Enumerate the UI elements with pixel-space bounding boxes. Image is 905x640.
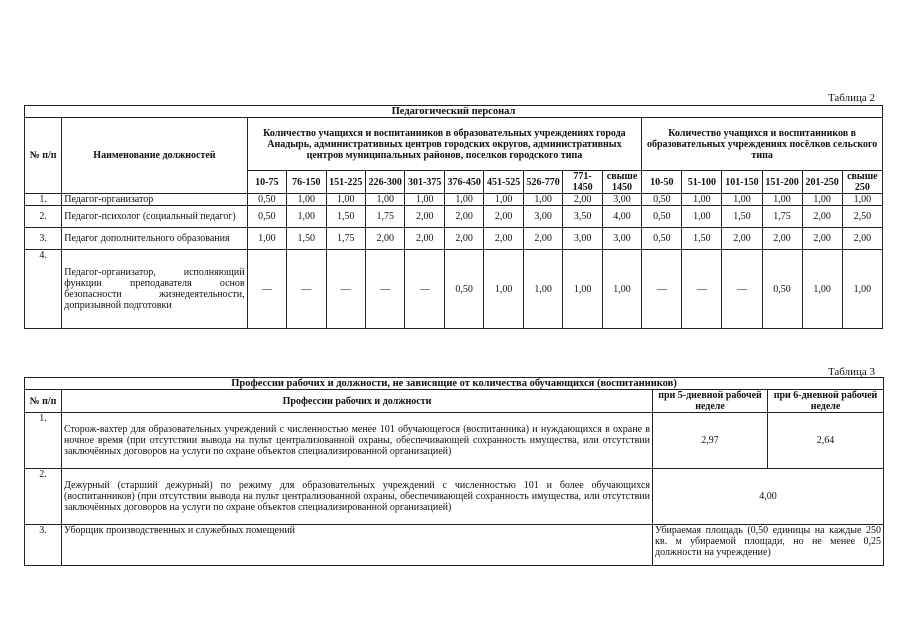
staff-value: 1,00	[722, 194, 762, 206]
staff-value: 1,00	[366, 194, 405, 206]
table3-title: Профессии рабочих и должности, не зависящие от количества обучающихся (воспитанников)	[25, 378, 884, 390]
position-name: Педагог-организатор, исполняющий функции преподавателя основ безопасности жизнедеятельности, допризывной подготовки	[62, 250, 247, 329]
staff-value: 1,50	[682, 228, 722, 250]
staff-value: 2,00	[802, 206, 842, 228]
staff-value: 3,00	[602, 228, 641, 250]
staff-value: 0,50	[444, 250, 483, 329]
range-header-city: 10-75	[247, 171, 286, 194]
range-header-city: 771-1450	[563, 171, 602, 194]
staff-value: 3,00	[523, 206, 562, 228]
staff-value: 3,00	[602, 194, 641, 206]
position-name: Педагог-организатор	[62, 194, 247, 206]
staff-value: 2,00	[563, 194, 602, 206]
range-header-rural: 101-150	[722, 171, 762, 194]
table2-title: Педагогический персонал	[25, 106, 883, 118]
staff-value: 2,00	[444, 206, 483, 228]
table3-caption: Таблица 3	[827, 366, 875, 378]
position-name: Педагог-психолог (социальный педагог)	[62, 206, 247, 228]
range-header-rural: свыше 250	[842, 171, 882, 194]
row-number: 4.	[25, 250, 62, 329]
col-header-position: Наименование должностей	[62, 118, 247, 194]
value-6day: 2,64	[768, 413, 884, 469]
staff-value: 1,00	[842, 194, 882, 206]
staff-value: 1,00	[762, 194, 802, 206]
col-header-profession: Профессии рабочих и должности	[62, 390, 653, 413]
col-header-6day: при 6-дневной рабочей неделе	[768, 390, 884, 413]
col-header-5day: при 5-дневной рабочей неделе	[653, 390, 768, 413]
staff-value: 3,50	[563, 206, 602, 228]
staff-value: 2,00	[722, 228, 762, 250]
group-header-city: Количество учащихся и воспитанников в образовательных учреждениях города Анадырь, административных центров городских округов, административных центров муниципальных районов, поселков городского типа	[247, 118, 642, 171]
value-merged: 4,00	[653, 469, 884, 525]
staff-value: —	[405, 250, 444, 329]
col-header-no: № п/п	[25, 118, 62, 194]
row-number: 2.	[25, 206, 62, 228]
staff-value: 1,00	[802, 250, 842, 329]
row-number: 1.	[25, 194, 62, 206]
range-header-rural: 10-50	[642, 171, 682, 194]
staff-value: —	[247, 250, 286, 329]
staff-value: 2,00	[523, 228, 562, 250]
staff-value: 1,75	[762, 206, 802, 228]
position-name: Педагог дополнительного образования	[62, 228, 247, 250]
row-number: 3.	[25, 525, 62, 566]
staff-value: 0,50	[762, 250, 802, 329]
staff-value: 0,50	[642, 194, 682, 206]
row-number: 1.	[25, 413, 62, 469]
staff-value: 1,00	[842, 250, 882, 329]
staff-value: —	[287, 250, 326, 329]
table-row	[25, 206, 883, 228]
range-header-city: 451-525	[484, 171, 523, 194]
table-row	[25, 469, 884, 525]
range-header-city: 526-770	[523, 171, 562, 194]
staff-value: 1,00	[682, 194, 722, 206]
staff-value: 2,00	[484, 206, 523, 228]
staff-value: 1,00	[326, 194, 365, 206]
table-row	[25, 194, 883, 206]
range-header-rural: 51-100	[682, 171, 722, 194]
staff-value: 2,00	[405, 228, 444, 250]
staff-value: 1,00	[563, 250, 602, 329]
staff-value: 1,50	[287, 228, 326, 250]
range-header-rural: 201-250	[802, 171, 842, 194]
staff-value: 2,00	[444, 228, 483, 250]
staff-value: 0,50	[642, 206, 682, 228]
staff-value: 2,00	[366, 228, 405, 250]
staff-value: 2,00	[762, 228, 802, 250]
staff-value: 0,50	[642, 228, 682, 250]
profession-name: Сторож-вахтер для образовательных учреждений с численностью менее 101 обучающегося (воспитанника) и нуждающихся в охране в ночное время (при отсутствии вывода на пульт централизованной охраны, обеспечивающей сохранность имущества, или отсутствии заключённых договоров на услуги по охране объектов специализированной организацией)	[62, 413, 653, 469]
staff-value: 2,00	[484, 228, 523, 250]
value-5day: 2,97	[653, 413, 768, 469]
staff-value: 2,00	[842, 228, 882, 250]
range-header-rural: 151-200	[762, 171, 802, 194]
col-header-no: № п/п	[25, 390, 62, 413]
staff-value: —	[366, 250, 405, 329]
table-row	[25, 250, 883, 329]
staff-value: —	[326, 250, 365, 329]
range-header-city: 301-375	[405, 171, 444, 194]
staff-value: 1,00	[444, 194, 483, 206]
staff-value: 1,00	[247, 228, 286, 250]
staff-value: 1,00	[682, 206, 722, 228]
staff-value: 1,00	[602, 250, 641, 329]
staff-value: —	[682, 250, 722, 329]
staff-value: 1,00	[405, 194, 444, 206]
staff-value: 2,00	[405, 206, 444, 228]
staff-value: —	[722, 250, 762, 329]
staff-value: 4,00	[602, 206, 641, 228]
row-number: 2.	[25, 469, 62, 525]
staff-value: 0,50	[247, 206, 286, 228]
staff-value: —	[642, 250, 682, 329]
range-header-city: свыше 1450	[602, 171, 641, 194]
pedagogical-staff-table	[24, 105, 883, 329]
staff-value: 3,00	[563, 228, 602, 250]
profession-name: Дежурный (старший дежурный) по режиму для образовательных учреждений с численностью 101 и более обучающихся (воспитанников) (при отсутствии вывода на пульт централизованной охраны, обеспечивающей сохранность имущества, или отсутствии заключённых договоров на услуги по охране объектов специализированной организацией)	[62, 469, 653, 525]
profession-name: Уборщик производственных и служебных помещений	[62, 525, 653, 566]
staff-value: 2,50	[842, 206, 882, 228]
staff-value: 1,00	[484, 250, 523, 329]
staff-value: 1,00	[523, 250, 562, 329]
staff-value: 1,75	[326, 228, 365, 250]
range-header-city: 151-225	[326, 171, 365, 194]
staff-value: 2,00	[802, 228, 842, 250]
value-merged: Убираемая площадь (0,50 единицы на каждые 250 кв. м убираемой площади, но не менее 0,25 должности на учреждение)	[653, 525, 884, 566]
staff-value: 1,00	[287, 194, 326, 206]
range-header-city: 226-300	[366, 171, 405, 194]
table-row	[25, 228, 883, 250]
staff-value: 1,00	[287, 206, 326, 228]
staff-value: 1,00	[523, 194, 562, 206]
staff-value: 1,50	[326, 206, 365, 228]
range-header-city: 76-150	[287, 171, 326, 194]
staff-value: 1,00	[802, 194, 842, 206]
table-row	[25, 413, 884, 469]
row-number: 3.	[25, 228, 62, 250]
staff-value: 1,50	[722, 206, 762, 228]
workers-table	[24, 377, 884, 566]
range-header-city: 376-450	[444, 171, 483, 194]
group-header-rural: Количество учащихся и воспитанников в образовательных учреждениях посёлков сельского типа	[642, 118, 883, 171]
staff-value: 1,00	[484, 194, 523, 206]
table-row	[25, 525, 884, 566]
table2-caption: Таблица 2	[827, 92, 875, 104]
staff-value: 1,75	[366, 206, 405, 228]
staff-value: 0,50	[247, 194, 286, 206]
